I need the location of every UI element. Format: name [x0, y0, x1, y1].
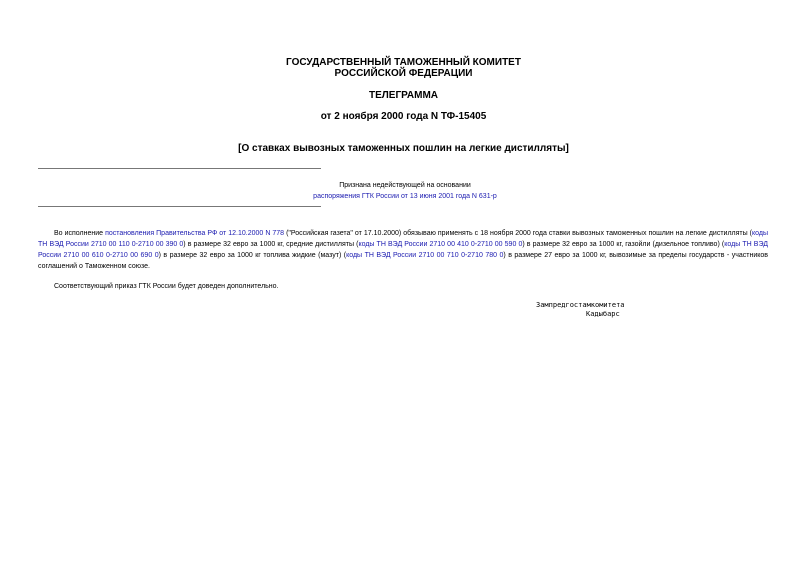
paragraph-text: ("Российская газета" от 17.10.2000) обязываю применять с 18 ноября 2000 года ставки вывозных таможенных пошлин на легкие дистилляты ( [284, 230, 752, 237]
document-type: ТЕЛЕГРАММА [368, 90, 439, 101]
status-note-link[interactable]: распоряжения ГТК России от 13 июня 2001 года N 631-р [313, 193, 497, 200]
paragraph-text: Во исполнение [54, 230, 106, 237]
paragraph-text: ) в размере 27 евро за 1000 кг, вывозимые за пределы государств - участников соглашений о Таможенном союзе. [38, 252, 768, 270]
middle-distillates-codes-link[interactable]: коды ТН ВЭД России 2710 00 410 0-2710 00 590 0 [358, 241, 523, 248]
paragraph-main [38, 228, 768, 272]
gasoil-codes-link[interactable]: коды ТН ВЭД России 2710 00 610 0-2710 00 690 0 [38, 241, 768, 259]
document-date: от 2 ноября 2000 года N ТФ-15405 [320, 111, 487, 122]
divider-top [38, 168, 321, 169]
paragraph-text: ) в размере 32 евро за 1000 кг, средние дистилляты ( [183, 241, 359, 248]
paragraph-secondary: Соответствующий приказ ГТК России будет доведен дополнительно. [54, 283, 279, 290]
document-subject: [О ставках вывозных таможенных пошлин на легкие дистилляты] [238, 143, 569, 154]
status-note-text: Признана недействующей на основании [339, 182, 471, 189]
fuel-oil-codes-link[interactable]: коды ТН ВЭД России 2710 00 710 0-2710 780 0 [346, 252, 504, 259]
paragraph-text: ) в размере 32 евро за 1000 кг, газойли (дизельное топливо) ( [522, 241, 725, 248]
divider-bottom [38, 206, 321, 207]
paragraph-text: ) в размере 32 евро за 1000 кг топлива жидкие (мазут) ( [158, 252, 347, 259]
signature-name: Кадыбарс [586, 310, 620, 318]
decree-link[interactable]: постановления Правительства РФ от 12.10.2000 N 778 [105, 230, 285, 237]
signature-title: Зампредгостамкомитета [536, 301, 625, 309]
status-note-link-wrap [300, 192, 510, 201]
light-distillates-codes-link[interactable]: коды ТН ВЭД России 2710 00 110 0-2710 00 390 0 [38, 230, 768, 248]
issuer-line-1: ГОСУДАРСТВЕННЫЙ ТАМОЖЕННЫЙ КОМИТЕТ [286, 57, 521, 68]
issuer-line-2: РОССИЙСКОЙ ФЕДЕРАЦИИ [334, 68, 473, 79]
